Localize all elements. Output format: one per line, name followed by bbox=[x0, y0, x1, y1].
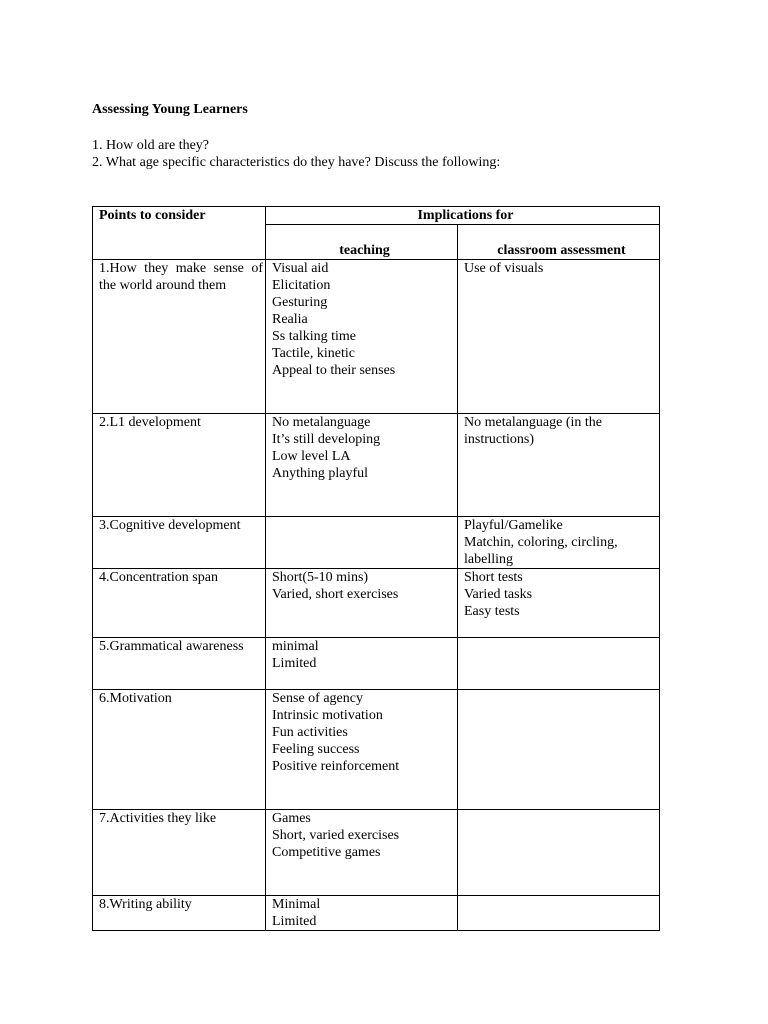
table-row bbox=[93, 896, 660, 931]
question-1: 1. How old are they? bbox=[92, 138, 210, 153]
header-row-top bbox=[93, 207, 660, 225]
teaching-cell bbox=[266, 569, 458, 638]
point-cell: 5.Grammatical awareness bbox=[93, 638, 266, 690]
table-row bbox=[93, 517, 660, 569]
teaching-cell bbox=[266, 638, 458, 690]
teaching-item: Feeling success bbox=[272, 742, 360, 757]
teaching-item: Limited bbox=[272, 914, 317, 929]
assessment-item: Easy tests bbox=[464, 604, 520, 619]
assessment-cell bbox=[458, 690, 660, 810]
assessment-cell bbox=[458, 569, 660, 638]
assessment-item: Matchin, coloring, circling, labelling bbox=[464, 535, 618, 567]
point-cell: 1.How they make sense of the world around them bbox=[93, 260, 266, 414]
teaching-item: Anything playful bbox=[272, 466, 369, 481]
characteristics-table bbox=[92, 206, 660, 931]
teaching-item: Short(5-10 mins) bbox=[272, 570, 369, 585]
teaching-cell bbox=[266, 896, 458, 931]
teaching-item: Sense of agency bbox=[272, 691, 363, 706]
teaching-cell bbox=[266, 517, 458, 569]
assessment-cell bbox=[458, 517, 660, 569]
teaching-item: Appeal to their senses bbox=[272, 363, 396, 378]
document-title: Assessing Young Learners bbox=[92, 102, 248, 117]
point-cell: 8.Writing ability bbox=[93, 896, 266, 931]
teaching-item: Tactile, kinetic bbox=[272, 346, 355, 361]
header-points: Points to consider bbox=[93, 207, 266, 260]
teaching-item: Competitive games bbox=[272, 845, 381, 860]
teaching-item: Games bbox=[272, 811, 311, 826]
point-cell: 4.Concentration span bbox=[93, 569, 266, 638]
table-row bbox=[93, 414, 660, 517]
point-cell: 3.Cognitive development bbox=[93, 517, 266, 569]
point-cell: 7.Activities they like bbox=[93, 810, 266, 896]
teaching-item: Intrinsic motivation bbox=[272, 708, 383, 723]
assessment-item: Short tests bbox=[464, 570, 523, 585]
teaching-item: Fun activities bbox=[272, 725, 348, 740]
teaching-item: It’s still developing bbox=[272, 432, 381, 447]
teaching-item: Varied, short exercises bbox=[272, 587, 399, 602]
table-row bbox=[93, 690, 660, 810]
header-implications: Implications for bbox=[266, 207, 660, 225]
teaching-cell bbox=[266, 260, 458, 414]
teaching-item: Gesturing bbox=[272, 295, 328, 310]
assessment-item: No metalanguage (in the instructions) bbox=[464, 415, 603, 447]
table-row bbox=[93, 260, 660, 414]
assessment-cell bbox=[458, 414, 660, 517]
question-2: 2. What age specific characteristics do they have? Discuss the following: bbox=[92, 155, 501, 170]
teaching-item: minimal bbox=[272, 639, 319, 654]
teaching-item: Elicitation bbox=[272, 278, 331, 293]
teaching-item: Low level LA bbox=[272, 449, 351, 464]
teaching-cell bbox=[266, 690, 458, 810]
teaching-item: Short, varied exercises bbox=[272, 828, 400, 843]
teaching-item: Minimal bbox=[272, 897, 321, 912]
teaching-item: Realia bbox=[272, 312, 308, 327]
assessment-cell bbox=[458, 638, 660, 690]
table-row bbox=[93, 569, 660, 638]
assessment-cell bbox=[458, 810, 660, 896]
table-row bbox=[93, 810, 660, 896]
teaching-item: Positive reinforcement bbox=[272, 759, 400, 774]
point-cell: 2.L1 development bbox=[93, 414, 266, 517]
assessment-item: Varied tasks bbox=[464, 587, 533, 602]
teaching-item: Ss talking time bbox=[272, 329, 356, 344]
point-cell: 6.Motivation bbox=[93, 690, 266, 810]
teaching-item: Limited bbox=[272, 656, 317, 671]
assessment-item: Playful/Gamelike bbox=[464, 518, 563, 533]
header-assessment: classroom assessment bbox=[458, 225, 660, 260]
header-teaching: teaching bbox=[266, 225, 458, 260]
assessment-cell bbox=[458, 260, 660, 414]
table-row bbox=[93, 638, 660, 690]
assessment-cell bbox=[458, 896, 660, 931]
teaching-item: No metalanguage bbox=[272, 415, 371, 430]
assessment-item: Use of visuals bbox=[464, 261, 544, 276]
teaching-item: Visual aid bbox=[272, 261, 329, 276]
teaching-cell bbox=[266, 414, 458, 517]
teaching-cell bbox=[266, 810, 458, 896]
